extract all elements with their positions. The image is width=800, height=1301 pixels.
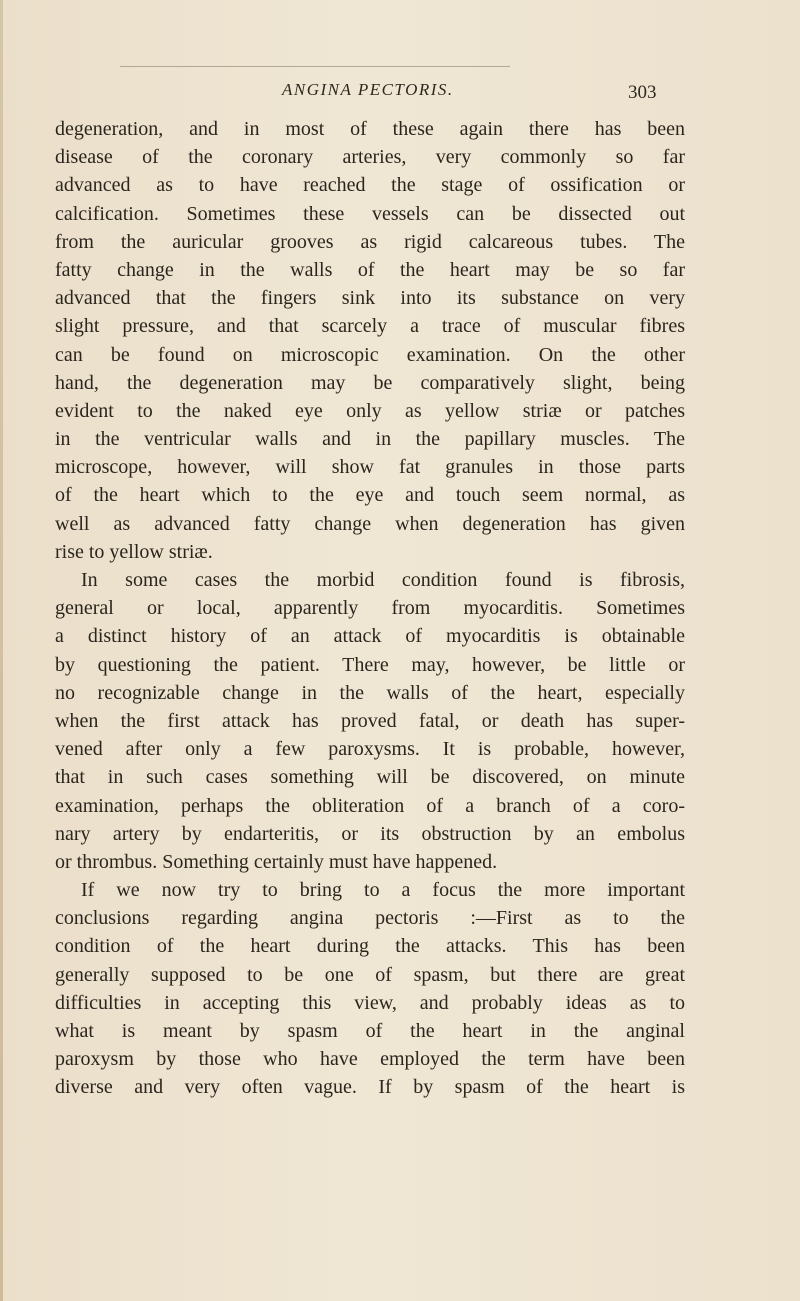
text-line: difficulties in accepting this view, and probably ideas as to (55, 991, 685, 1014)
text-line: generally supposed to be one of spasm, but there are great (55, 963, 685, 986)
body-text (55, 115, 685, 1102)
text-line: evident to the naked eye only as yellow striæ or patches (55, 399, 685, 422)
text-line: in the ventricular walls and in the papillary muscles. The (55, 428, 685, 451)
text-line: when the first attack has proved fatal, or death has super- (55, 709, 685, 732)
text-line: calcification. Sometimes these vessels can be dissected out (55, 202, 685, 225)
text-line: by questioning the patient. There may, however, be little or (55, 653, 685, 676)
text-line: general or local, apparently from myocarditis. Sometimes (55, 597, 685, 620)
text-line: can be found on microscopic examination. On the other (55, 343, 685, 366)
text-line: diverse and very often vague. If by spasm of the heart is (55, 1076, 685, 1099)
page-number: 303 (628, 82, 657, 103)
text-line: a distinct history of an attack of myocarditis is obtainable (55, 625, 685, 648)
text-line: nary artery by endarteritis, or its obstruction by an embolus (55, 822, 685, 845)
text-line: If we now try to bring to a focus the more important (81, 879, 685, 902)
text-line: examination, perhaps the obliteration of a branch of a coro- (55, 794, 685, 817)
running-title: ANGINA PECTORIS. (282, 80, 454, 99)
text-line: from the auricular grooves as rigid calcareous tubes. The (55, 230, 685, 253)
text-line: or thrombus. Something certainly must have happened. (55, 850, 498, 873)
text-line: no recognizable change in the walls of the heart, especially (55, 681, 685, 704)
text-line: vened after only a few paroxysms. It is probable, however, (55, 738, 685, 761)
text-line: advanced as to have reached the stage of ossification or (55, 174, 685, 197)
text-line: of the heart which to the eye and touch seem normal, as (55, 484, 685, 507)
text-line: that in such cases something will be discovered, on minute (55, 766, 685, 789)
text-line: conclusions regarding angina pectoris :—First as to the (55, 907, 685, 930)
text-line: rise to yellow striæ. (55, 540, 213, 563)
header-rule (120, 66, 510, 67)
text-line: what is meant by spasm of the heart in the anginal (55, 1020, 685, 1042)
text-line: condition of the heart during the attacks. This has been (55, 935, 685, 958)
text-line: disease of the coronary arteries, very commonly so far (55, 146, 685, 169)
text-line: paroxysm by those who have employed the term have been (55, 1048, 685, 1071)
text-line: fatty change in the walls of the heart may be so far (55, 258, 685, 281)
text-line: In some cases the morbid condition found is fibrosis, (81, 569, 685, 591)
text-line: advanced that the fingers sink into its substance on very (55, 287, 685, 310)
text-line: degeneration, and in most of these again there has been (55, 118, 685, 140)
text-line: microscope, however, will show fat granules in those parts (55, 456, 685, 479)
text-line: well as advanced fatty change when degeneration has given (55, 512, 685, 535)
text-line: slight pressure, and that scarcely a trace of muscular fibres (55, 315, 685, 338)
text-line: hand, the degeneration may be comparatively slight, being (55, 371, 685, 394)
page-edge (0, 0, 3, 1301)
